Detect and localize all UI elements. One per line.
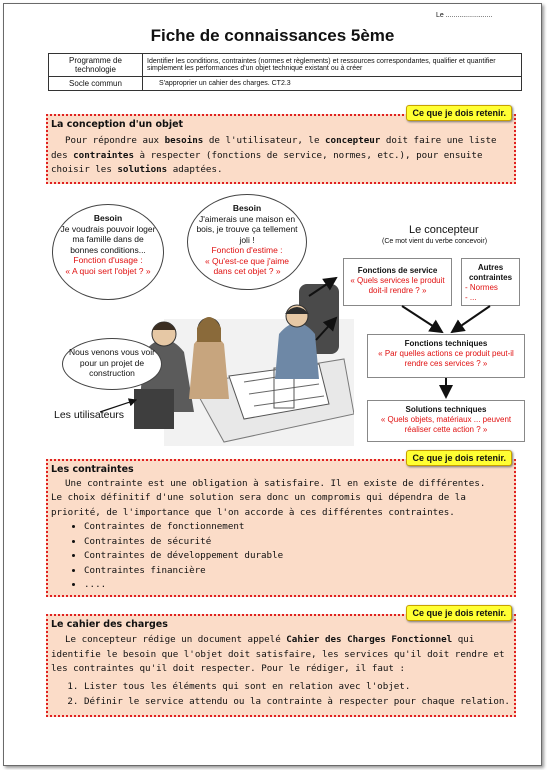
section-specifications xyxy=(46,608,516,717)
retain-tag: Ce que je dois retenir. xyxy=(406,605,512,621)
section-paragraph: Le choix définitif d'une solution sera donc un compromis qui dépendra de la priorité, de l'importance que l'on accorde à ces différentes contraintes. xyxy=(51,492,466,518)
list-item: 2. Définir le service attendu ou la contrainte à respecter pour chaque relation. xyxy=(84,695,510,710)
date-field: Le ........................ xyxy=(436,12,493,19)
users-label: Les utilisateurs xyxy=(54,409,125,421)
retain-tag: Ce que je dois retenir. xyxy=(406,105,512,121)
table-text-cell: S'approprier un cahier des charges. CT2.3 xyxy=(143,77,522,91)
section-constraints xyxy=(46,453,516,597)
steps-list xyxy=(68,680,510,709)
designer-title: Le concepteur xyxy=(409,224,479,236)
section-paragraph: Le concepteur rédige un document appelé Cahier des Charges Fonctionnel qui identifie le besoin que l'objet doit satisfaire, les services qu'il doit rendre et les contraintes qu'il doit respecter. Pour le rédiger, il faut : xyxy=(51,634,505,674)
list-item: 1. Lister tous les éléments qui sont en relation avec l'objet. xyxy=(84,680,510,695)
section-paragraph: Pour répondre aux besoins de l'utilisateur, le concepteur doit faire une liste des contraintes à respecter (fonctions de service, normes, etc.), pour ensuite choisir les solutions adaptées. xyxy=(51,135,497,175)
page-title: Fiche de connaissances 5ème xyxy=(150,26,395,45)
designer-subtitle: (Ce mot vient du verbe concevoir) xyxy=(382,238,488,245)
section-paragraph: Une contrainte est une obligation à satisfaire. Il en existe de différentes. xyxy=(65,478,486,489)
table-label-cell: Programme de technologie xyxy=(49,54,143,77)
technical-solutions-box: Solutions techniques « Quels objets, matériaux ... peuvent réaliser cette action ? » xyxy=(367,400,525,442)
list-item: • .... xyxy=(84,578,283,593)
project-bubble: Nous venons vous voir pour un projet de construction xyxy=(62,338,162,390)
list-item: • Contraintes financière xyxy=(84,564,283,579)
constraints-list xyxy=(68,520,283,593)
list-item: • Contraintes de développement durable xyxy=(84,549,283,564)
section-title: Le cahier des charges xyxy=(51,619,168,630)
list-item: • Contraintes de fonctionnement xyxy=(84,520,283,535)
technical-functions-box: Fonctions techniques « Par quelles actions ce produit peut-il rendre ces services ? » xyxy=(367,334,525,378)
other-constraints-box: Autres contraintes - Normes - ... xyxy=(461,258,520,306)
section-title: Les contraintes xyxy=(51,464,134,475)
table-label-cell: Socle commun xyxy=(49,77,143,91)
table-text-cell: Identifier les conditions, contraintes (normes et règlements) et ressources correspondantes, qualifier et quantifier simplement les performances d'un objet technique existant ou à créer xyxy=(143,54,522,77)
service-functions-box: Fonctions de service « Quels services le produit doit-il rendre ? » xyxy=(343,258,452,306)
section-title: La conception d'un objet xyxy=(51,119,184,130)
list-item: • Contraintes de sécurité xyxy=(84,535,283,550)
need-bubble-right: Besoin J'aimerais une maison en bois, je trouve ça tellement joli ! Fonction d'estime : « Qu'est-ce que j'aime dans cet objet ? » xyxy=(187,194,307,290)
need-bubble-left: Besoin Je voudrais pouvoir loger ma famille dans de bonnes conditions... Fonction d'usage : « A quoi sert l'objet ? » xyxy=(52,204,164,300)
retain-tag: Ce que je dois retenir. xyxy=(406,450,512,466)
worksheet-page xyxy=(3,3,542,766)
